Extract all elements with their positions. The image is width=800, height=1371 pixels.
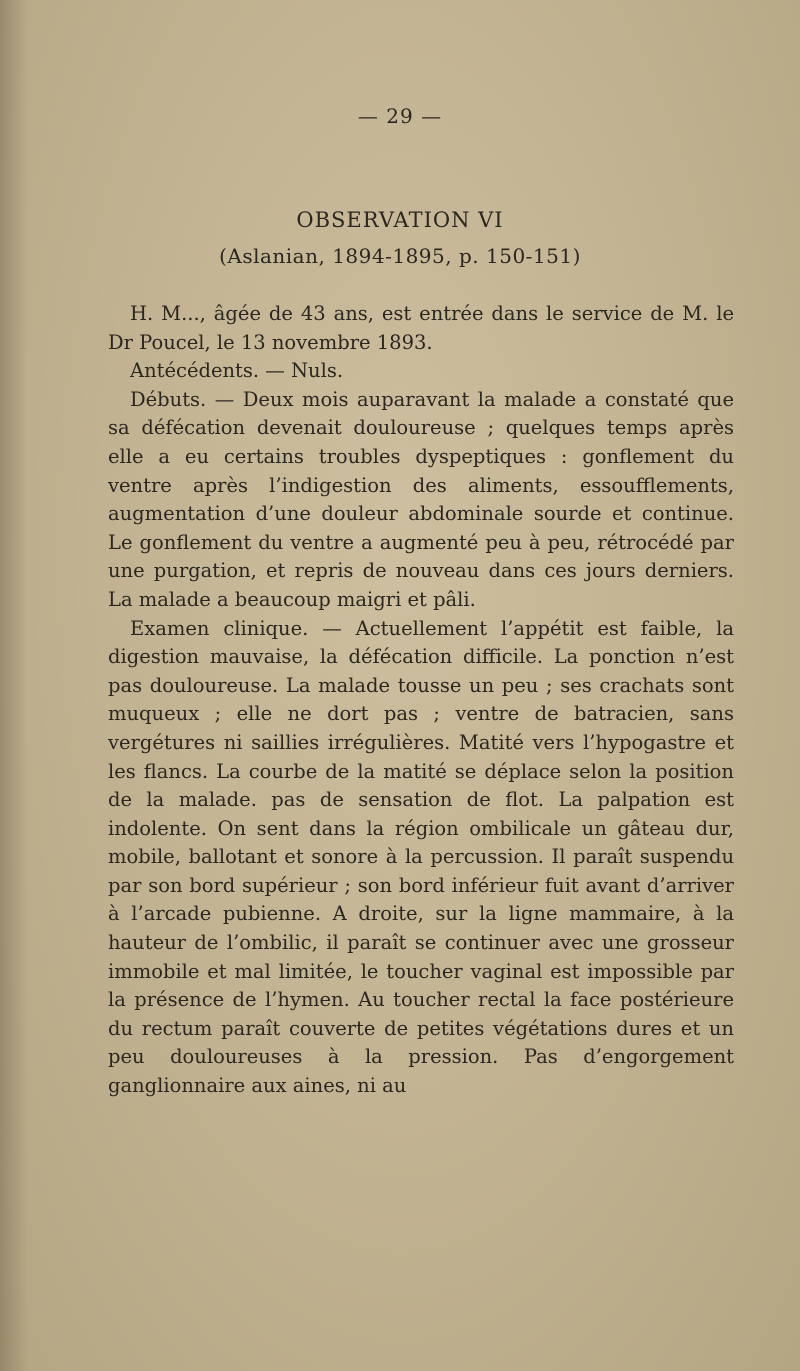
body-text [108,300,734,1101]
paragraph-antecedents: Antécédents. — Nuls. [130,359,344,383]
paragraph-debuts: Débuts. — Deux mois auparavant la malade a constaté que sa défécation devenait douloureuse ; quelques temps après elle a eu certains troubles dyspeptiques : gonflement du ventre après l’indigestion des aliments, essoufflements, augmentation d’une douleur abdominale sourde et continue. Le gonflement du ventre a augmenté peu à peu, rétrocédé par une purgation, et repris de nouveau dans ces jours derniers. La malade a beaucoup maigri et pâli. [108,387,734,611]
observation-title: OBSERVATION VI [296,208,504,232]
paragraph-patient: H. M..., âgée de 43 ans, est entrée dans le service de M. le Dr Poucel, le 13 novembre 1893. [108,302,734,354]
page-edge-shadow [0,0,28,1371]
paragraph-examen-clinique: Examen clinique. — Actuellement l’appétit est faible, la digestion mauvaise, la défécation difficile. La ponction n’est pas douloureuse. La malade tousse un peu ; ses crachats sont muqueux ; elle ne dort pas ; ventre de batracien, sans vergétures ni saillies irrégulières. Matité vers l’hypogastre et les flancs. La courbe de la matité se déplace selon la position de la malade. pas de sensation de flot. La palpation est indolente. On sent dans la région ombilicale un gâteau dur, mobile, ballotant et sonore à la percussion. Il paraît suspendu par son bord supérieur ; son bord inférieur fuit avant d’arriver à l’arcade pubienne. A droite, sur la ligne mammaire, à la hauteur de l’ombilic, il paraît se continuer avec une grosseur immobile et mal limitée, le toucher vaginal est impossible par la présence de l’hymen. Au toucher rectal la face postérieure du rectum paraît couverte de petites végétations dures et un peu douloureuses à la pression. Pas d’engorgement ganglionnaire aux aines, ni au [108,616,734,1098]
page-number: — 29 — [357,104,443,128]
observation-source: (Aslanian, 1894-1895, p. 150-151) [219,244,581,268]
